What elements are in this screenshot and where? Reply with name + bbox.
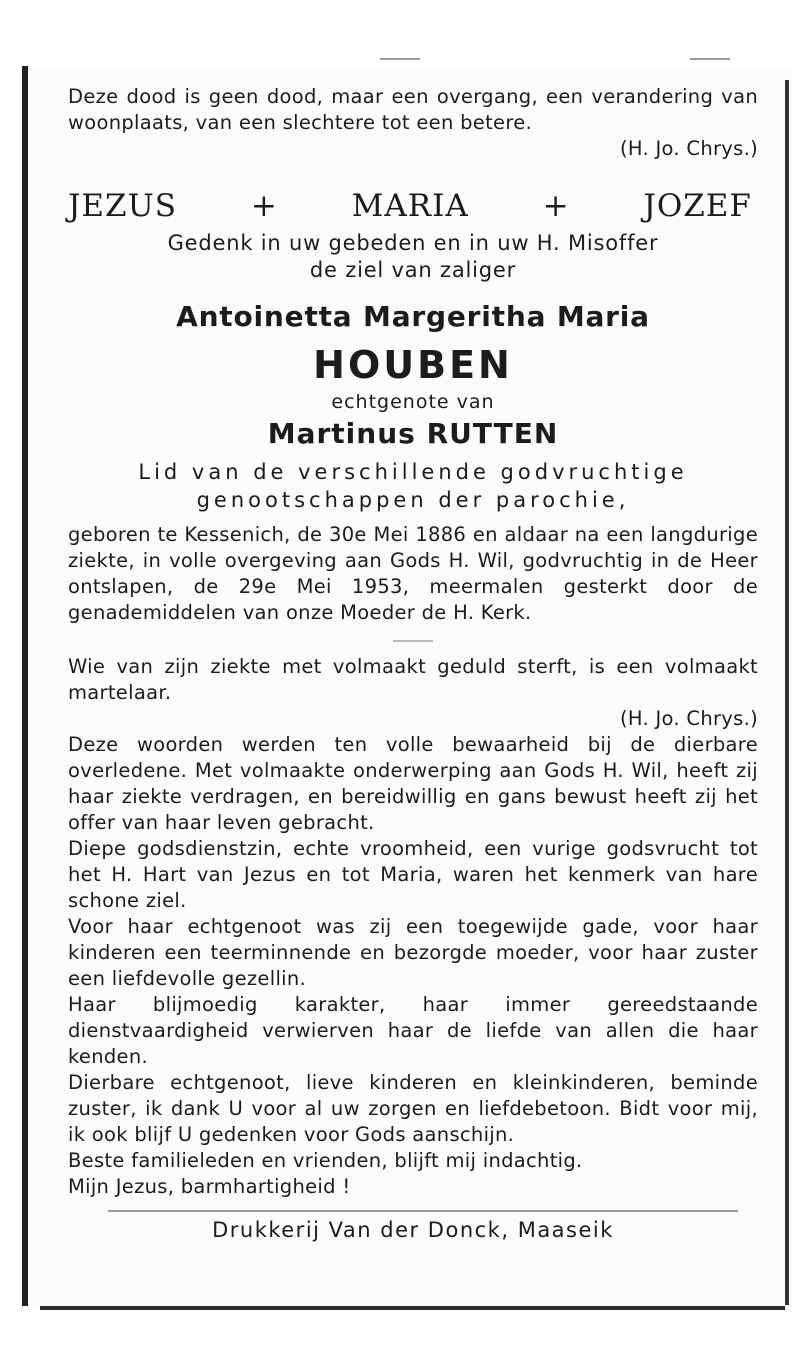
paragraph: Haar blijmoedig karakter, haar immer gereedstaande dienstvaardigheid verwierven haar de liefde van allen die haar kenden. <box>68 993 758 1068</box>
life-text: geboren te Kessenich, de 30e Mei 1886 en aldaar na een langdurige ziekte, in volle overgeving aan Gods H. Wil, godvruchtig in de Heer ontslapen, de 29e Mei 1953, meermalen gesterkt door de genademiddelen van onze Moeder de H. Kerk. <box>68 523 758 624</box>
holy-name-maria: MARIA <box>351 188 469 224</box>
cross-icon: + <box>542 188 570 224</box>
deceased-given-names: Antoinetta Margeritha Maria <box>176 300 650 333</box>
gedenk-line-2: de ziel van zaliger <box>309 258 517 282</box>
printer-credit: Drukkerij Van der Donck, Maaseik <box>212 1218 614 1242</box>
second-quote-text: Wie van zijn ziekte met volmaakt geduld sterft, is een volmaakt martelaar. <box>68 655 758 704</box>
separator <box>393 640 433 642</box>
deceased-surname: HOUBEN <box>313 343 513 387</box>
holy-name-jozef: JOZEF <box>643 188 752 224</box>
spouse-name: Martinus RUTTEN <box>267 417 559 450</box>
card-content <box>68 80 758 1242</box>
paragraph: Diepe godsdienstzin, echte vroomheid, een vurige godsvrucht tot het H. Hart van Jezus en tot Maria, waren het kenmerk van hare schone ziel. <box>68 837 758 912</box>
card-border-left <box>22 66 28 1306</box>
paragraph: Deze woorden werden ten volle bewaarheid bij de dierbare overledene. Met volmaakte onderwerping aan Gods H. Wil, heeft zij haar ziekte verdragen, en bereidwillig en gans bewust heeft zij het offer van haar leven gebracht. <box>68 733 758 834</box>
paragraph: Voor haar echtgenoot was zij een toegewijde gade, voor haar kinderen een teerminnende en bezorgde moeder, voor haar zuster een liefdevolle gezellin. <box>68 915 758 990</box>
intro-quote <box>68 84 758 162</box>
card-border-right <box>785 80 789 1305</box>
card-border-bottom <box>40 1306 785 1310</box>
top-speck <box>690 58 730 60</box>
top-speck <box>380 58 420 60</box>
spouse-label: echtgenote van <box>331 391 495 413</box>
second-quote-source: (H. Jo. Chrys.) <box>619 707 758 730</box>
paragraph: Mijn Jezus, barmhartigheid ! <box>68 1175 351 1198</box>
intro-quote-text: Deze dood is geen dood, maar een overgang, een verandering van woonplaats, van een slechtere tot een betere. <box>68 85 758 134</box>
holy-name-jezus: JEZUS <box>68 188 177 224</box>
paragraph: Dierbare echtgenoot, lieve kinderen en kleinkinderen, beminde zuster, ik dank U voor al uw zorgen en liefdebetoon. Bidt voor mij, ik ook blijf U gedenken voor Gods aanschijn. <box>68 1071 758 1146</box>
gedenk-line-1: Gedenk in uw gebeden en in uw H. Misoffer <box>167 231 659 255</box>
second-quote <box>68 654 758 732</box>
remembrance-text <box>68 230 758 284</box>
intro-quote-source: (H. Jo. Chrys.) <box>619 137 758 160</box>
membership-text: Lid van de verschillende godvruchtige genootschappen der parochie, <box>138 460 688 512</box>
paragraph: Beste familieleden en vrienden, blijft mij indachtig. <box>68 1149 583 1172</box>
holy-names-row <box>68 188 758 224</box>
cross-icon: + <box>250 188 278 224</box>
printer-rule <box>108 1210 738 1212</box>
